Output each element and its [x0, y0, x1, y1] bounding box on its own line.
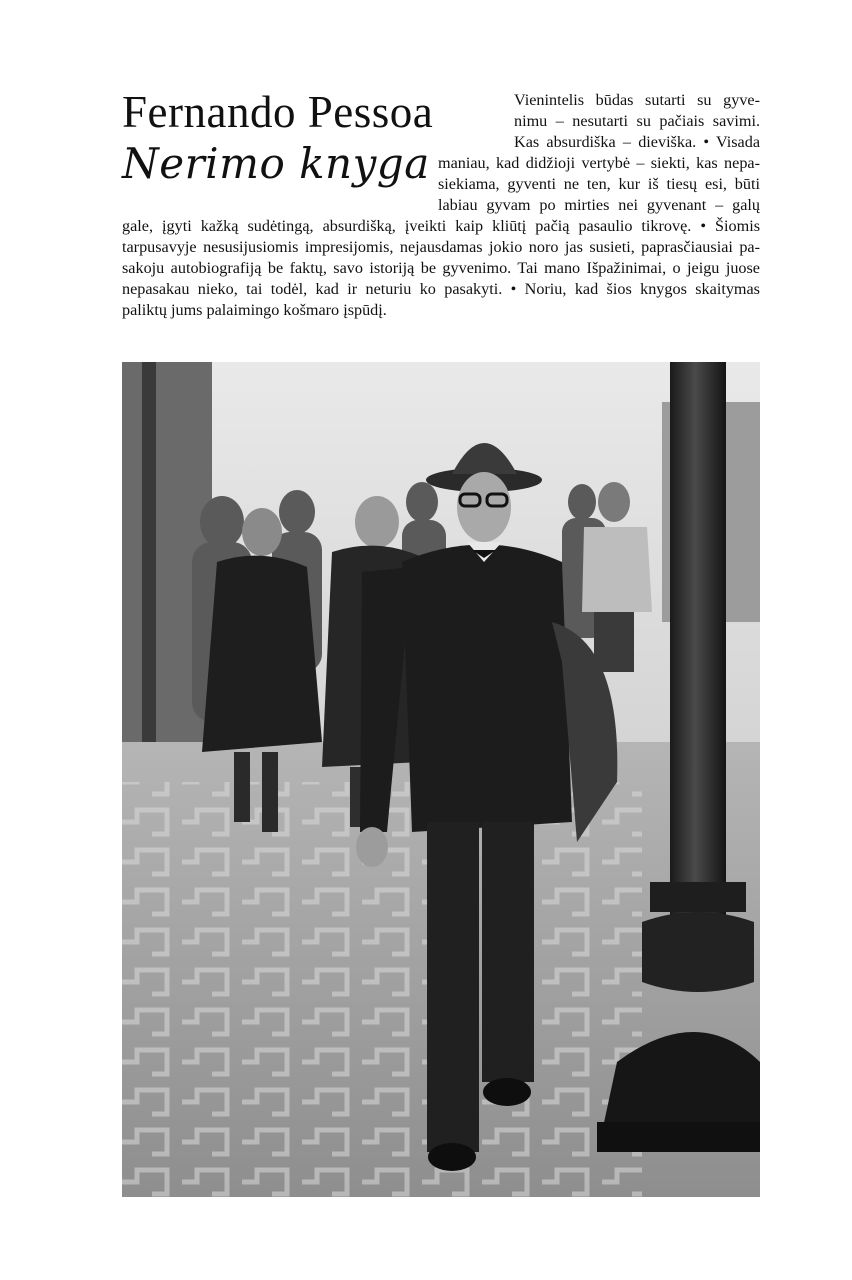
blurb-line: labiau gyvam po mirties nei gyvenant – galų — [438, 196, 760, 214]
author-name: Fernando Pessoa — [122, 87, 434, 137]
blurb-line: nimu – nesutarti su pačiais savimi. — [514, 112, 760, 130]
blurb-line: siekiama, gyventi ne ten, kur iš tiesų esi, būti — [438, 175, 760, 193]
blurb-line: paliktų jums palaimingo košmaro įspūdį. — [122, 301, 387, 319]
blurb-line: sakoju autobiografiją be faktų, savo istoriją be gyvenimo. Tai mano Išpažinimai, o jeigu juose — [122, 259, 760, 277]
street-photograph — [122, 362, 760, 1197]
blurb-line: gale, įgyti kažką sudėtingą, absurdišką, įveikti kaip kliūtį pačią pasaulio tikrovę. • Šiomis — [122, 217, 760, 235]
blurb-line: Kas absurdiška – dieviška. • Visada — [514, 133, 760, 151]
blurb-line: nepasakau nieko, tai todėl, kad ir neturiu ko pasakyti. • Noriu, kad šios knygos skaitymas — [122, 280, 760, 298]
book-title: Nerimo knyga — [122, 139, 430, 188]
blurb-line: maniau, kad didžioji vertybė – siekti, kas nepa- — [438, 154, 760, 172]
blurb-line: tarpusavyje nesusijusiomis impresijomis, nejausdamas jokio noro jas susieti, paprasčiausiai pa- — [122, 238, 760, 256]
blurb-line: Vienintelis būdas sutarti su gyve- — [514, 91, 760, 109]
